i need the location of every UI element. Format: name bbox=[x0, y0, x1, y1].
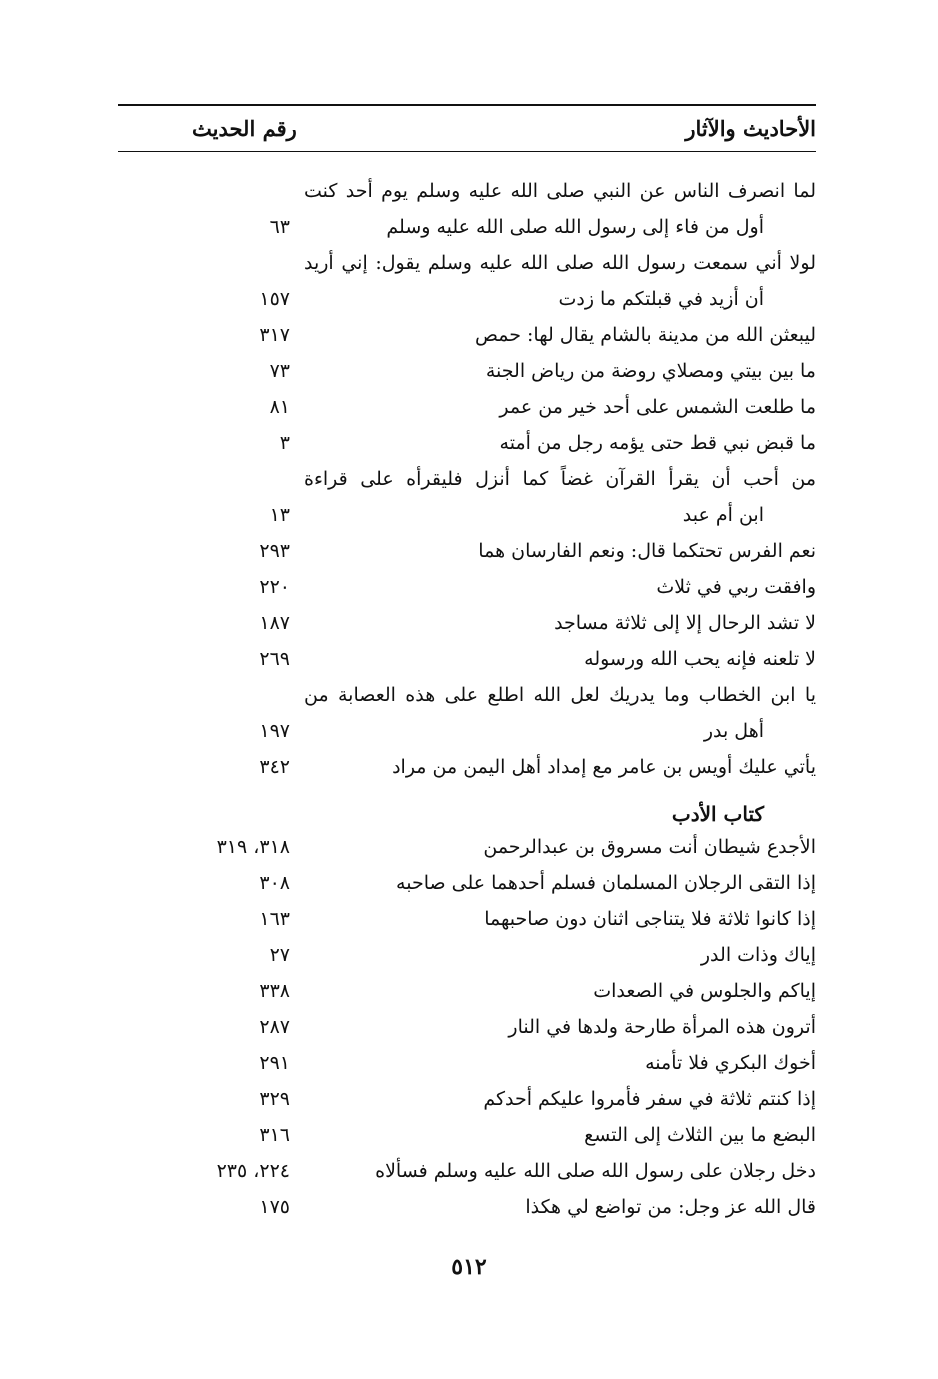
index-entry-row bbox=[118, 212, 816, 248]
index-entry-row bbox=[118, 284, 816, 320]
entry-number: ١٨٧ bbox=[259, 612, 290, 634]
index-entry-row bbox=[118, 320, 816, 356]
entry-number: ١٩٧ bbox=[259, 720, 290, 742]
section-heading: كتاب الأدب bbox=[671, 802, 764, 826]
index-entry-row bbox=[118, 976, 816, 1012]
entry-text: لولا أني سمعت رسول الله صلى الله عليه وسلم يقول: إني أريد bbox=[304, 252, 816, 274]
index-entry-row bbox=[118, 392, 816, 428]
header-number-title: رقم الحديث bbox=[192, 116, 297, 141]
entry-text: الأجدع شيطان أنت مسروق بن عبدالرحمن bbox=[483, 836, 816, 858]
entry-number: ١٥٧ bbox=[259, 288, 290, 310]
entry-number: ٣١٧ bbox=[259, 324, 290, 346]
entry-text: أن أزيد في قبلتكم ما زدت bbox=[558, 288, 764, 310]
entry-text: من أحب أن يقرأ القرآن غضاً كما أنزل فليقرأه على قراءة bbox=[304, 468, 816, 490]
entry-text: إياكم والجلوس في الصعدات bbox=[593, 980, 816, 1002]
entry-text: إذا كنتم ثلاثة في سفر فأمروا عليكم أحدكم bbox=[483, 1088, 816, 1110]
entry-text: أهل بدر bbox=[703, 720, 764, 742]
entry-number: ٢٧ bbox=[269, 944, 290, 966]
entry-text: إياك وذات الدر bbox=[700, 944, 816, 966]
entry-number: ١٧٥ bbox=[259, 1196, 290, 1218]
entry-text: ليبعثن الله من مدينة بالشام يقال لها: حمص bbox=[474, 324, 816, 346]
entry-number: ٢٢٤، ٢٣٥ bbox=[216, 1160, 290, 1182]
entry-number: ٣٢٩ bbox=[259, 1088, 290, 1110]
entry-number: ١٦٣ bbox=[259, 908, 290, 930]
entry-text: إذا التقى الرجلان المسلمان فسلم أحدهما على صاحبه bbox=[396, 872, 816, 894]
index-entry-row bbox=[118, 904, 816, 940]
index-entry-row bbox=[118, 428, 816, 464]
entry-text: لما انصرف الناس عن النبي صلى الله عليه وسلم يوم أحد كنت bbox=[304, 180, 816, 202]
entry-text: أترون هذه المرأة طارحة ولدها في النار bbox=[508, 1016, 816, 1038]
page-number: ٥١٢ bbox=[451, 1254, 487, 1280]
entry-text: دخل رجلان على رسول الله صلى الله عليه وسلم فسألاه bbox=[375, 1160, 816, 1182]
entry-number: ٣١٨، ٣١٩ bbox=[216, 836, 290, 858]
index-entry-row bbox=[118, 1156, 816, 1192]
entry-number: ٢٢٠ bbox=[259, 576, 290, 598]
index-entry-row bbox=[118, 716, 816, 752]
index-entry-row bbox=[118, 868, 816, 904]
index-entry-row bbox=[118, 248, 816, 284]
index-entry-row bbox=[118, 1084, 816, 1120]
index-entry-row bbox=[118, 680, 816, 716]
index-entry-row bbox=[118, 572, 816, 608]
index-entry-row bbox=[118, 464, 816, 500]
entry-text: ابن أم عبد bbox=[682, 504, 764, 526]
index-entry-row bbox=[118, 832, 816, 868]
entry-number: ٣ bbox=[279, 432, 290, 454]
index-entry-row bbox=[118, 536, 816, 572]
entry-text: أخوك البكري فلا تأمنه bbox=[645, 1052, 816, 1074]
hadith-index-list bbox=[118, 176, 816, 1228]
entry-number: ٢٩١ bbox=[259, 1052, 290, 1074]
index-entry-row bbox=[118, 1120, 816, 1156]
entry-number: ٣٣٨ bbox=[259, 980, 290, 1002]
entry-number: ٢٨٧ bbox=[259, 1016, 290, 1038]
entry-text: قال الله عز وجل: من تواضع لي هكذا bbox=[525, 1196, 816, 1218]
entry-text: ما قبض نبي قط حتى يؤمه رجل من أمته bbox=[499, 432, 816, 454]
entry-text: لا تشد الرحال إلا إلى ثلاثة مساجد bbox=[554, 612, 816, 634]
index-entry-row bbox=[118, 608, 816, 644]
entry-text: لا تلعنه فإنه يحب الله ورسوله bbox=[584, 648, 816, 670]
header-bottom-rule bbox=[118, 151, 816, 152]
entry-number: ٢٦٩ bbox=[259, 648, 290, 670]
index-entry-row bbox=[118, 356, 816, 392]
header-top-rule bbox=[118, 104, 816, 106]
entry-number: ١٣ bbox=[269, 504, 290, 526]
index-entry-row bbox=[118, 1012, 816, 1048]
entry-text: يأتي عليك أويس بن عامر مع إمداد أهل اليمن من مراد bbox=[392, 756, 816, 778]
entry-number: ٧٣ bbox=[269, 360, 290, 382]
index-entry-row bbox=[118, 940, 816, 976]
entry-text: إذا كانوا ثلاثة فلا يتناجى اثنان دون صاحبهما bbox=[484, 908, 816, 930]
entry-text: ما طلعت الشمس على أحد خير من عمر bbox=[499, 396, 816, 418]
index-entry-row bbox=[118, 1048, 816, 1084]
index-entry-row bbox=[118, 752, 816, 788]
entry-number: ٨١ bbox=[269, 396, 290, 418]
entry-number: ٦٣ bbox=[269, 216, 290, 238]
entry-text: أول من فاء إلى رسول الله صلى الله عليه وسلم bbox=[386, 216, 764, 238]
entry-text: نعم الفرس تحتكما قال: ونعم الفارسان هما bbox=[478, 540, 816, 562]
index-entry-row bbox=[118, 644, 816, 680]
index-entry-row bbox=[118, 500, 816, 536]
entry-number: ٣٤٢ bbox=[259, 756, 290, 778]
entry-text: ما بين بيتي ومصلاي روضة من رياض الجنة bbox=[485, 360, 816, 382]
section-heading-row bbox=[118, 788, 816, 832]
index-entry-row bbox=[118, 176, 816, 212]
index-entry-row bbox=[118, 1192, 816, 1228]
entry-number: ٣١٦ bbox=[259, 1124, 290, 1146]
entry-text: البضع ما بين الثلاث إلى التسع bbox=[584, 1124, 816, 1146]
entry-text: يا ابن الخطاب وما يدريك لعل الله اطلع على هذه العصابة من bbox=[304, 684, 816, 706]
entry-number: ٣٠٨ bbox=[259, 872, 290, 894]
entry-number: ٢٩٣ bbox=[259, 540, 290, 562]
entry-text: وافقت ربي في ثلاث bbox=[656, 576, 816, 598]
header-title: الأحاديث والآثار bbox=[685, 116, 816, 141]
